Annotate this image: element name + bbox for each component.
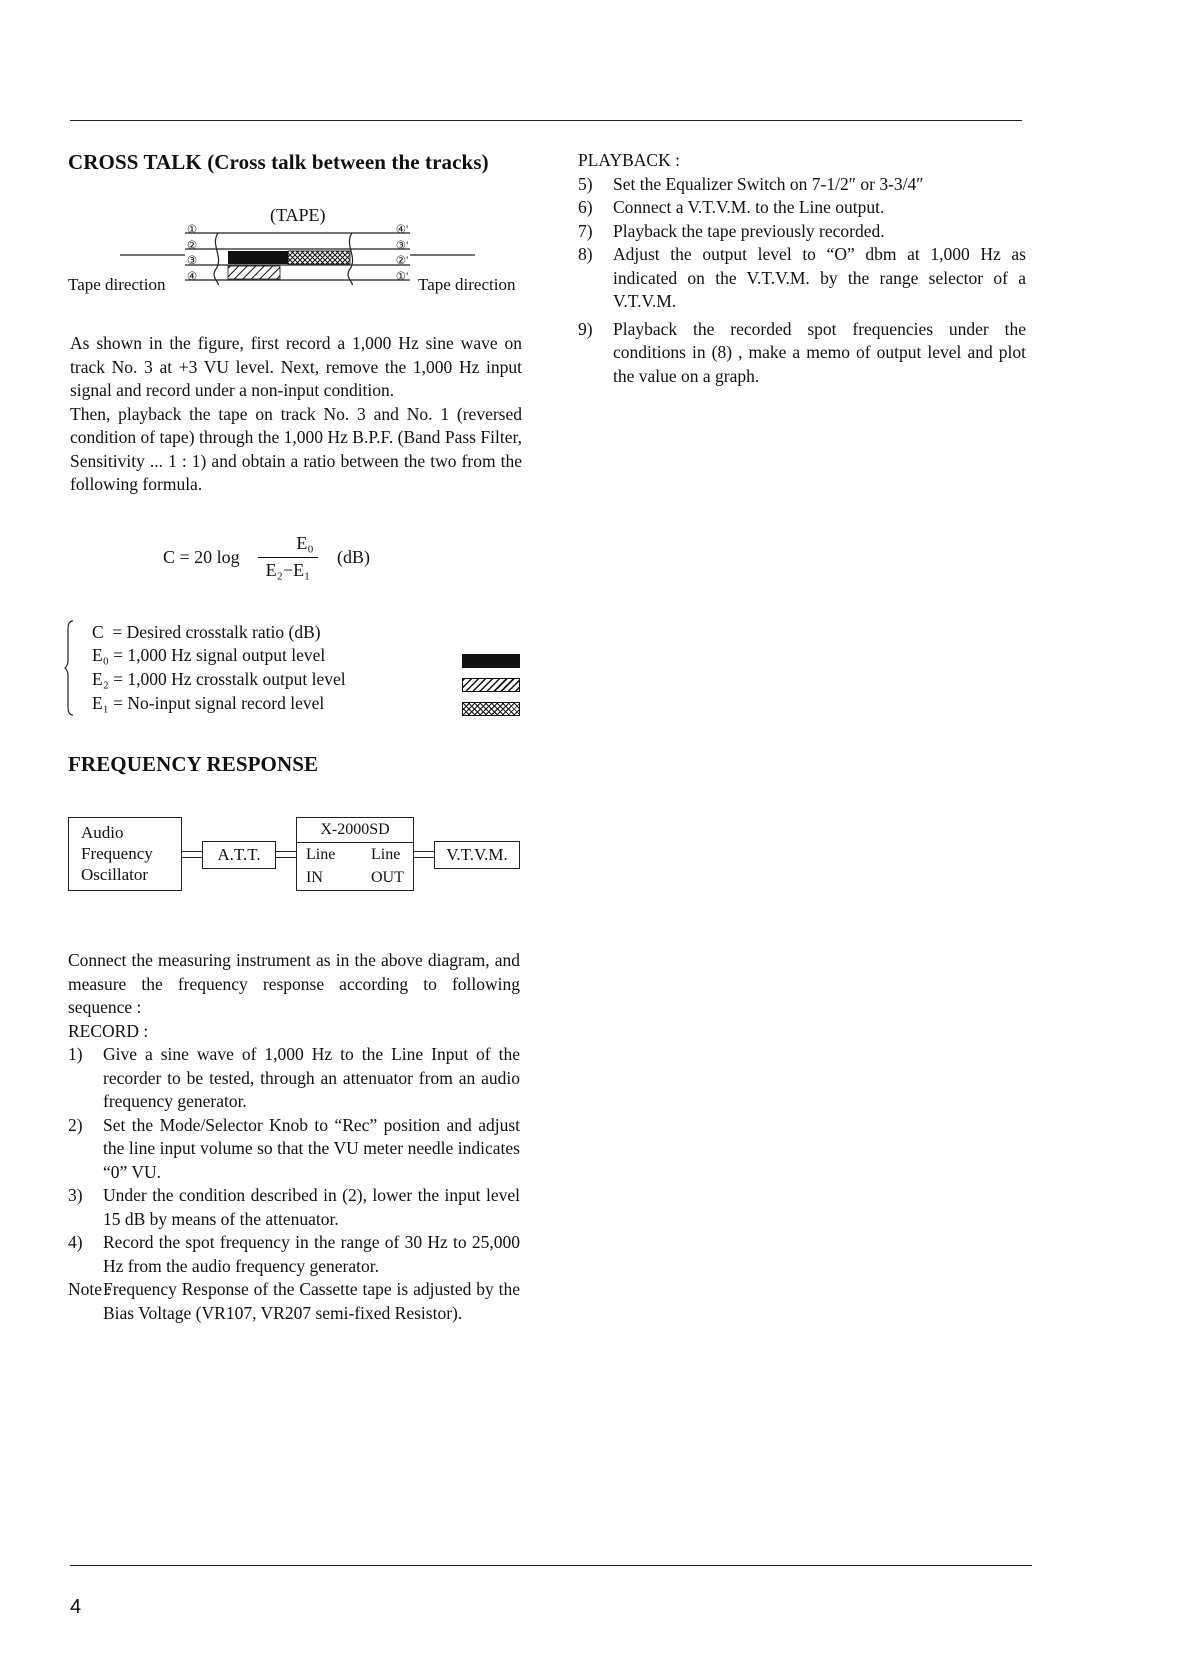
in-label: IN (306, 869, 323, 886)
audio-oscillator-box (68, 817, 182, 891)
record-step-1-text: Give a sine wave of 1,000 Hz to the Line Input of the recorder to be tested, through an attenuator from an audio frequency generator. (103, 1044, 520, 1111)
playback-step-6-text: Connect a V.T.V.M. to the Line output. (613, 197, 885, 217)
playback-step-7 (578, 220, 1026, 244)
legend-item-e0: E₀ = 1,000 Hz signal output level (92, 645, 326, 665)
device-divider (297, 842, 413, 843)
cross-talk-title: CROSS TALK (Cross talk between the tracks) (68, 150, 489, 174)
playback-step-9 (578, 318, 1026, 389)
tape-figure (70, 205, 530, 305)
record-step-3-text: Under the condition described in (2), lower the input level 15 dB by means of the attenuator. (103, 1185, 520, 1229)
track1-crosstalk-block (228, 266, 280, 279)
record-note-text: Frequency Response of the Cassette tape is adjusted by the Bias Voltage (VR107, VR207 semi-fixed Resistor). (103, 1279, 520, 1323)
right-track-numbers (388, 223, 416, 285)
record-step-1 (68, 1043, 520, 1114)
formula-numerator: E₀ (296, 533, 314, 553)
playback-step-5-text: Set the Equalizer Switch on 7-1/2″ or 3-3/4″ (613, 173, 924, 194)
oscillator-line-1: Audio (81, 823, 124, 842)
playback-step-8-number: 8) (578, 244, 593, 264)
record-step-4 (68, 1231, 520, 1278)
connector-osc-att (182, 851, 202, 858)
cross-talk-paragraph-1: As shown in the figure, first record a 1,000 Hz sine wave on track No. 3 at +3 VU level. Next, remove the 1,000 Hz input signal and record under a non-input condition. (70, 333, 522, 400)
out-label: OUT (371, 869, 404, 886)
playback-step-7-number: 7) (578, 220, 593, 241)
left-track-2: ② (186, 239, 198, 252)
left-tape-direction: Tape direction (68, 275, 166, 294)
record-step-2 (68, 1114, 520, 1185)
playback-step-8 (578, 243, 1026, 314)
right-track-4: ④' (395, 224, 409, 236)
bottom-rule (70, 1565, 1032, 1566)
record-note (68, 1278, 520, 1325)
right-tape-direction: Tape direction (418, 275, 516, 294)
frequency-response-text (68, 949, 520, 1325)
device-name: X-2000SD (320, 821, 390, 838)
record-step-4-number: 4) (68, 1232, 83, 1252)
oscillator-line-2: Frequency (81, 844, 153, 863)
legend-hatch-swatch (462, 678, 520, 692)
vtvm-box: V.T.V.M. (434, 841, 520, 869)
cross-talk-paragraph-2: Then, playback the tape on track No. 3 and No. 1 (reversed condition of tape) through the 1,000 Hz B.P.F. (Band Pass Filter, Sensitivity ... 1 : 1) and obtain a ratio between the two from the following formula. (70, 403, 522, 494)
left-track-3: ③ (186, 255, 198, 267)
left-track-4: ④ (186, 270, 198, 283)
page-number: 4 (70, 1596, 82, 1618)
left-track-1: ① (186, 224, 198, 236)
record-label: RECORD : (68, 1020, 149, 1041)
formula-lhs: C = 20 log (163, 547, 240, 567)
left-track-numbers (180, 223, 204, 285)
legend-solid-swatch (462, 654, 520, 668)
frequency-response-intro: Connect the measuring instrument as in the above diagram, and measure the frequency response according to following sequence : (68, 950, 520, 1017)
crosstalk-formula (163, 533, 403, 583)
frequency-response-title: FREQUENCY RESPONSE (68, 752, 319, 776)
record-steps (68, 1043, 520, 1325)
playback-step-9-number: 9) (578, 318, 593, 339)
playback-step-7-text: Playback the tape previously recorded. (613, 220, 885, 241)
playback-steps (578, 173, 1026, 389)
connector-device-vtvm (414, 851, 434, 858)
line-out-label: Line (371, 846, 401, 863)
record-step-4-text: Record the spot frequency in the range of 30 Hz to 25,000 Hz from the audio frequency generator. (103, 1232, 520, 1276)
legend-item-e2: E₂ = 1,000 Hz crosstalk output level (92, 669, 346, 689)
record-step-3-number: 3) (68, 1185, 83, 1205)
playback-step-8-text: Adjust the output level to “O” dbm at 1,000 Hz as indicated on the V.T.V.M. by the range selector of a V.T.V.M. (613, 244, 1026, 311)
formula-unit: (dB) (337, 547, 370, 567)
playback-step-6 (578, 196, 1026, 220)
top-rule (70, 120, 1022, 121)
record-step-1-number: 1) (68, 1044, 83, 1064)
oscillator-line-3: Oscillator (81, 865, 149, 884)
frequency-response-diagram (68, 815, 528, 895)
legend-brace (64, 620, 74, 716)
x2000sd-box (296, 817, 414, 891)
right-track-1: ①' (395, 270, 409, 283)
att-box: A.T.T. (202, 841, 276, 869)
record-step-2-text: Set the Mode/Selector Knob to “Rec” position and adjust the line input volume so that the VU meter needle indicates “0” VU. (103, 1114, 520, 1182)
record-note-label: Note : (68, 1279, 112, 1299)
cross-talk-text (70, 332, 522, 497)
formula-denominator: E₂−E₁ (265, 560, 311, 580)
playback-section (578, 149, 1026, 388)
right-track-2: ②' (395, 255, 409, 267)
legend-cross-swatch (462, 702, 520, 716)
playback-step-6-number: 6) (578, 197, 593, 217)
line-in-label: Line (306, 846, 336, 863)
record-step-3 (68, 1184, 520, 1231)
legend-item-c: C = Desired crosstalk ratio (dB) (92, 622, 321, 642)
connector-att-device (276, 851, 296, 858)
playback-step-9-text: Playback the recorded spot frequencies under the conditions in (8) , make a memo of output level and plot the value on a graph. (613, 318, 1026, 386)
right-track-3: ③' (395, 239, 409, 252)
legend-item-e1: E₁ = No-input signal record level (92, 693, 325, 713)
formula-fraction-bar (258, 557, 318, 558)
tape-label: (TAPE) (270, 205, 326, 225)
record-step-2-number: 2) (68, 1114, 83, 1135)
track3-signal-block (228, 251, 288, 264)
track3-no-input-block (288, 251, 350, 264)
playback-step-5-number: 5) (578, 173, 593, 194)
playback-label: PLAYBACK : (578, 150, 680, 170)
playback-step-5 (578, 173, 1026, 197)
